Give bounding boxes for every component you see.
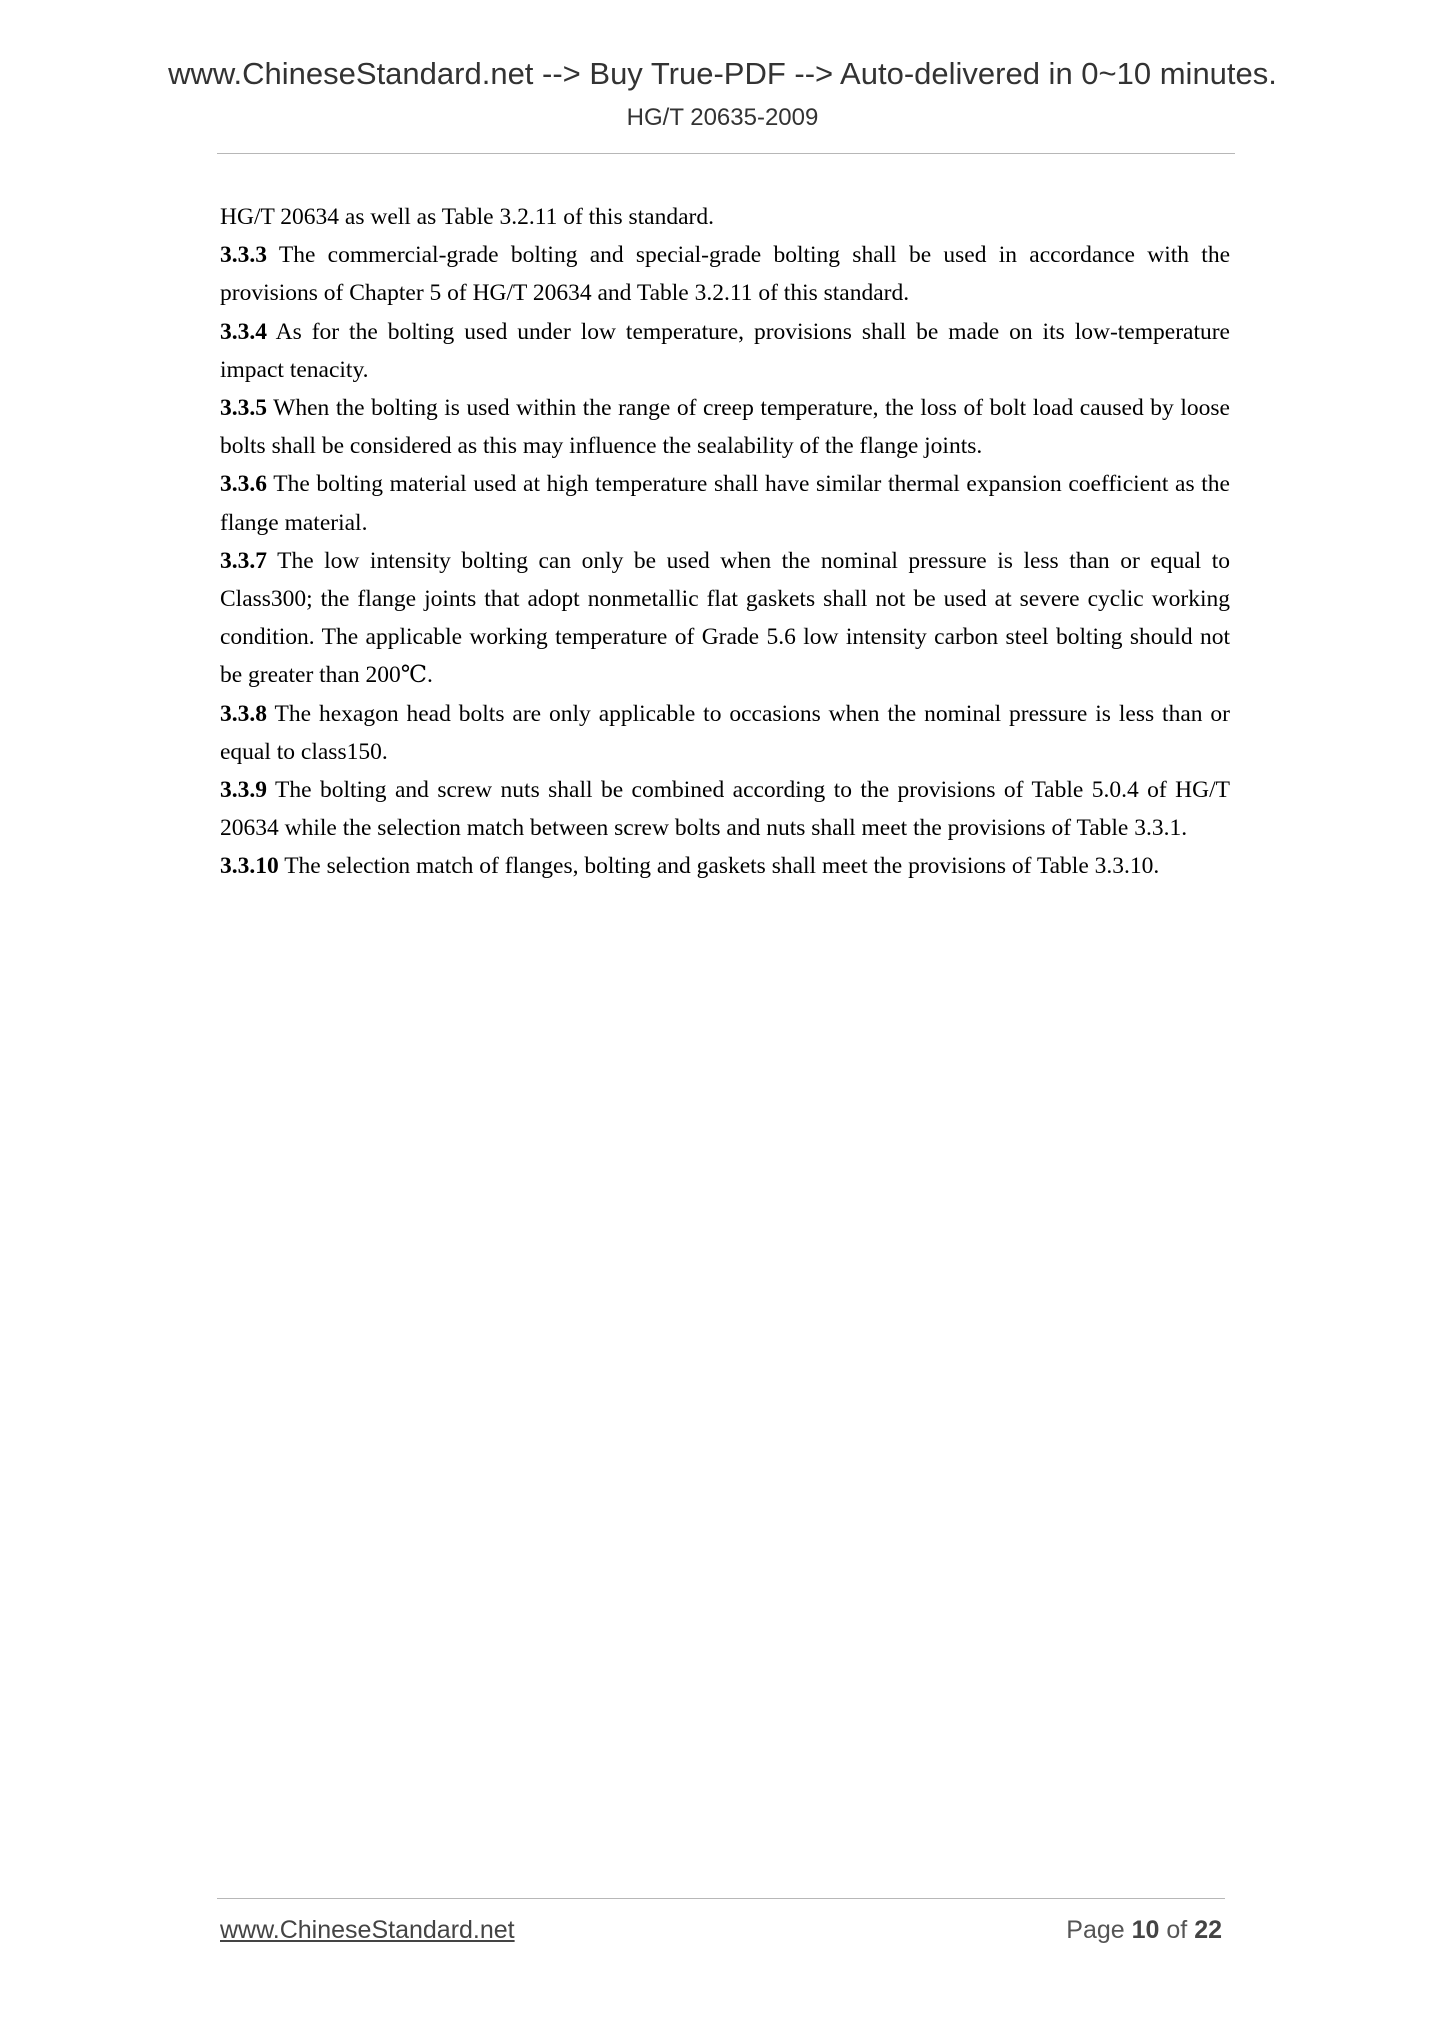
clause-number: 3.3.8 bbox=[220, 700, 267, 727]
clause-text: When the bolting is used within the range of creep temperature, the loss of bolt load caused by loose bolts shall be considered as this may influence the sealability of the flange joints. bbox=[220, 395, 1230, 460]
page-indicator bbox=[1066, 1916, 1222, 1945]
clause-3-3-3 bbox=[220, 236, 1230, 312]
clause-text: The hexagon head bolts are only applicable to occasions when the nominal pressure is less than or equal to class150. bbox=[220, 700, 1230, 765]
clause-number: 3.3.10 bbox=[220, 853, 279, 880]
clause-text: The selection match of flanges, bolting and gaskets shall meet the provisions of Table 3.3.10. bbox=[278, 853, 1160, 880]
clause-number: 3.3.4 bbox=[220, 318, 267, 345]
clause-text: As for the bolting used under low temperature, provisions shall be made on its low-temperature impact tenacity. bbox=[220, 318, 1230, 383]
intro-paragraph: HG/T 20634 as well as Table 3.2.11 of this standard. bbox=[220, 204, 714, 230]
footer-divider bbox=[217, 1898, 1225, 1899]
header-divider bbox=[217, 153, 1235, 154]
clause-3-3-7 bbox=[220, 542, 1230, 695]
clause-3-3-6 bbox=[220, 465, 1230, 541]
clause-3-3-8 bbox=[220, 695, 1230, 771]
clause-number: 3.3.6 bbox=[220, 471, 267, 498]
clause-3-3-9 bbox=[220, 771, 1230, 847]
footer-website-link[interactable]: www.ChineseStandard.net bbox=[220, 1916, 515, 1944]
document-id: HG/T 20635-2009 bbox=[626, 104, 819, 131]
clause-3-3-5 bbox=[220, 389, 1230, 465]
clause-3-3-4 bbox=[220, 313, 1230, 389]
clause-text: The bolting material used at high temperature shall have similar thermal expansion coefficient as the flange material. bbox=[220, 471, 1230, 536]
current-page-number: 10 bbox=[1131, 1916, 1160, 1944]
clause-number: 3.3.3 bbox=[220, 242, 267, 269]
clause-text: The commercial-grade bolting and special-grade bolting shall be used in accordance with the provisions of Chapter 5 of HG/T 20634 and Table 3.2.11 of this standard. bbox=[220, 242, 1230, 307]
clause-3-3-10 bbox=[220, 847, 1230, 885]
page-separator: of bbox=[1159, 1916, 1195, 1944]
document-body bbox=[220, 198, 1230, 886]
clause-text: The bolting and screw nuts shall be combined according to the provisions of Table 5.0.4 of HG/T 20634 while the selection match between screw bolts and nuts shall meet the provisions of Table 3.3.1. bbox=[220, 777, 1230, 842]
clause-number: 3.3.7 bbox=[220, 547, 267, 574]
clause-text: The low intensity bolting can only be used when the nominal pressure is less than or equal to Class300; the flange joints that adopt nonmetallic flat gaskets shall not be used at severe cyclic working condition. The applicable working temperature of Grade 5.6 low intensity carbon steel bolting should not be greater than 200℃. bbox=[220, 547, 1230, 689]
clause-number: 3.3.9 bbox=[220, 777, 267, 804]
total-page-count: 22 bbox=[1194, 1916, 1222, 1944]
clause-number: 3.3.5 bbox=[220, 395, 267, 422]
header-banner: www.ChineseStandard.net --> Buy True-PDF --> Auto-delivered in 0~10 minutes. bbox=[168, 56, 1277, 91]
page-prefix: Page bbox=[1066, 1916, 1132, 1944]
